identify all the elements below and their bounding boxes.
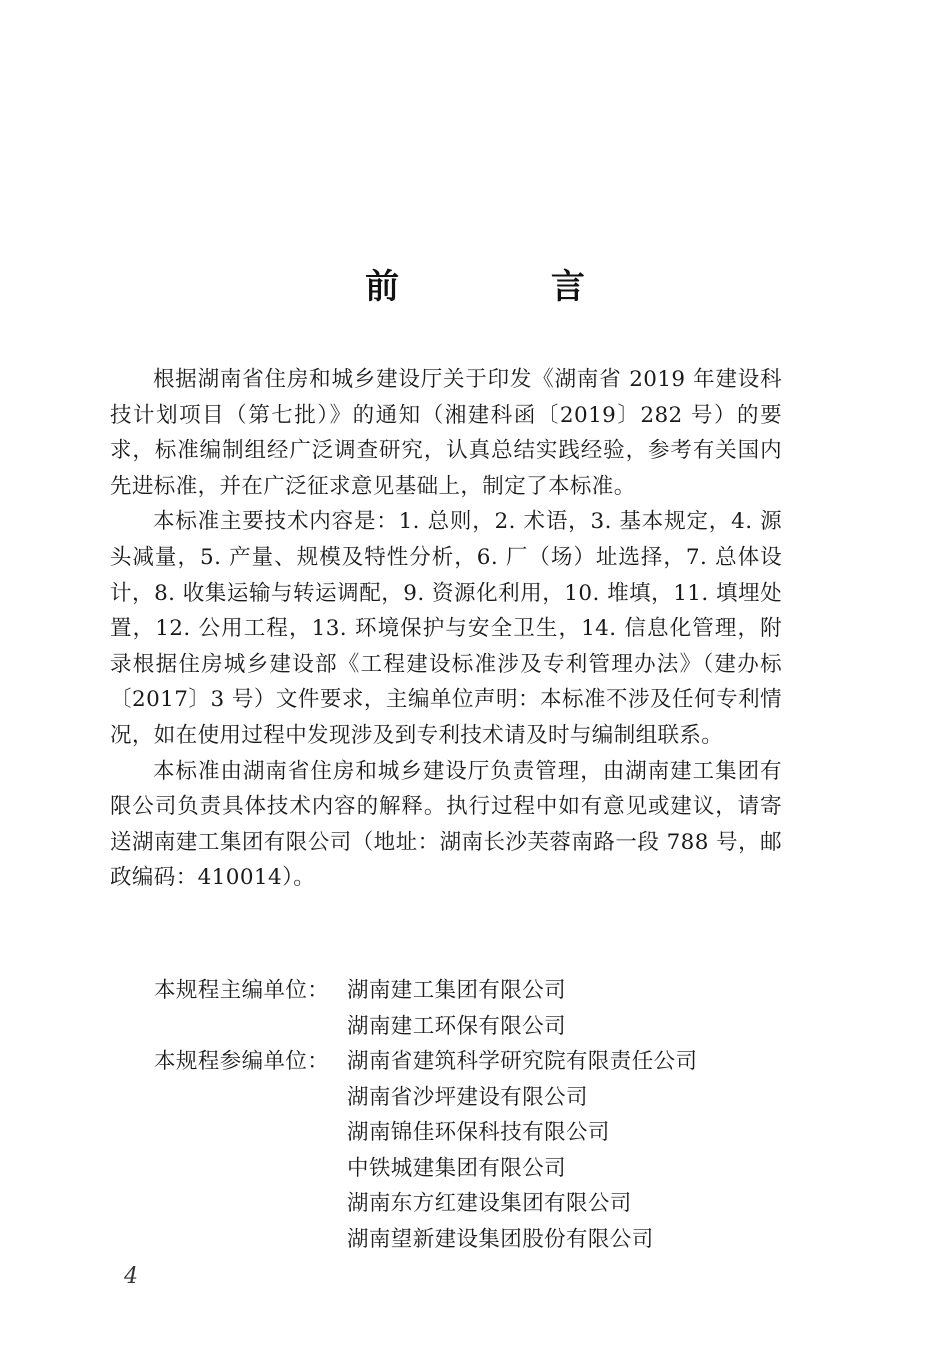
main-unit-name: 湖南建工集团有限公司 (347, 978, 567, 1003)
participating-unit-name: 中铁城建集团有限公司 (347, 1155, 567, 1181)
page-title: 前 言 (365, 267, 655, 307)
main-units-section (110, 973, 782, 1044)
participating-unit-name: 湖南东方红建设集团有限公司 (347, 1191, 632, 1217)
paragraph-contents: 本标准主要技术内容是：1. 总则，2. 术语，3. 基本规定，4. 源头减量，5. 产量、规模及特性分析，6. 厂（场）址选择，7. 总体设计，8. 收集运输与转运调配，9. 资源化利用，10. 堆填，11. 填埋处置，12. 公用工程，13. 环境保护与安全卫生，14. 信息化管理，附录根据住房城乡建设部《工程建设标准涉及专利管理办法》（建办标〔2017〕3 号）文件要求，主编单位声明：本标准不涉及任何专利情况，如在使用过程中发现涉及到专利技术请及时与编制组联系。 (110, 509, 782, 748)
main-unit-name: 湖南建工环保有限公司 (347, 1013, 567, 1039)
participating-units-label: 本规程参编单位： (154, 1049, 330, 1074)
participating-unit-name: 湖南锦佳环保科技有限公司 (347, 1120, 610, 1146)
paragraph-management: 本标准由湖南省住房和城乡建设厅负责管理，由湖南建工集团有限公司负责具体技术内容的解释。执行过程中如有意见或建议，请寄送湖南建工集团有限公司（地址：湖南长沙芙蓉南路一段 788 号，邮政编码：410014）。 (110, 758, 782, 891)
list-item (110, 1044, 782, 1080)
list-item (110, 1151, 782, 1187)
list-item (110, 1080, 782, 1116)
participating-unit-name: 湖南望新建设集团股份有限公司 (347, 1226, 654, 1252)
list-item (110, 1009, 782, 1045)
paragraph-basis: 根据湖南省住房和城乡建设厅关于印发《湖南省 2019 年建设科技计划项目（第七批）》的通知（湘建科函〔2019〕282 号）的要求，标准编制组经广泛调查研究，认真总结实践经验，参考有关国内先进标准，并在广泛征求意见基础上，制定了本标准。 (110, 367, 782, 499)
list-item (110, 1115, 782, 1151)
participating-unit-name: 湖南省沙坪建设有限公司 (347, 1084, 588, 1110)
main-units-label: 本规程主编单位： (154, 978, 330, 1003)
participating-units-section (110, 1044, 782, 1258)
participating-unit-name: 湖南省建筑科学研究院有限责任公司 (347, 1049, 698, 1074)
body-text (110, 362, 782, 896)
page-number: 4 (124, 1264, 138, 1289)
list-item (110, 973, 782, 1009)
list-item (110, 1186, 782, 1222)
list-item (110, 1222, 782, 1258)
